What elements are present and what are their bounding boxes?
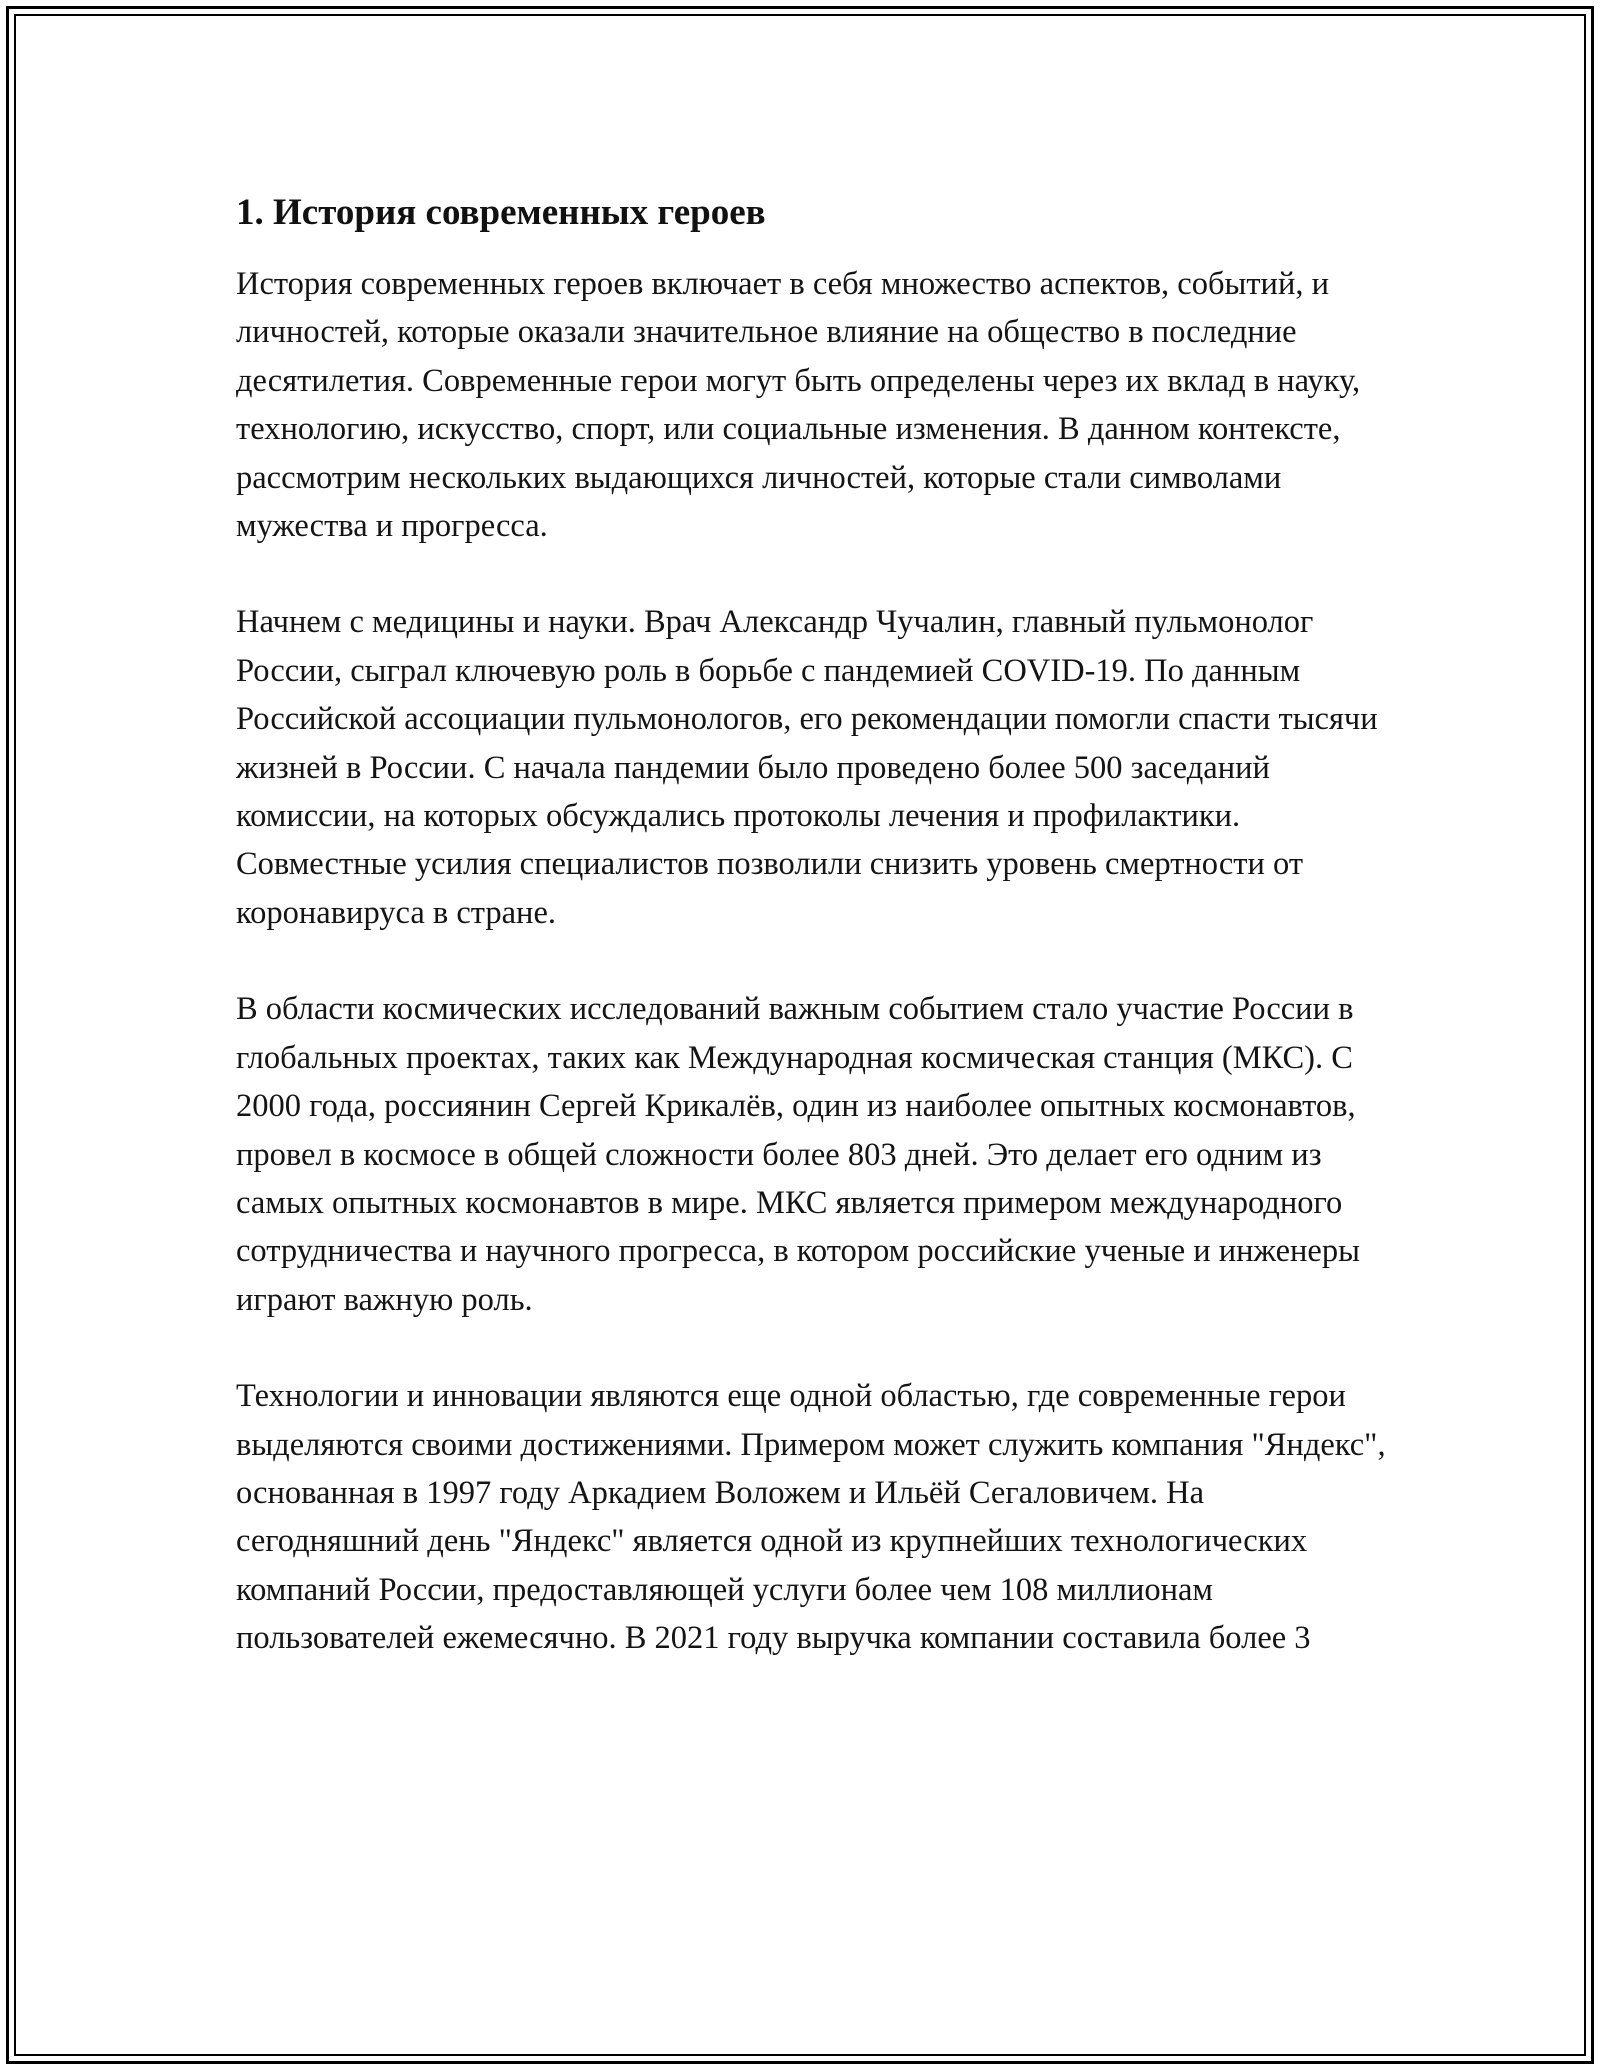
section-heading: 1. История современных героев [236,192,766,233]
document-body [236,188,1386,1711]
paragraph-medicine: Начнем с медицины и науки. Врач Александр Чучалин, главный пульмонолог России, сыграл ключевую роль в борьбе с пандемией COVID-19. По данным Российской ассоциации пульмонологов, его рекомендации помогли спасти тысячи жизней в России. С начала пандемии было проведено более 500 заседаний комиссии, на которых обсуждались протоколы лечения и профилактики. Совместные усилия специалистов позволили снизить уровень смертности от коронавируса в стране. [236,604,1378,931]
paragraph-technology: Технологии и инновации являются еще одной областью, где современные герои выделяются своими достижениями. Примером может служить компания "Яндекс", основанная в 1997 году Аркадием Воложем и Ильёй Сегаловичем. На сегодняшний день "Яндекс" является одной из крупнейших технологических компаний России, предоставляющей услуги более чем 108 миллионам пользователей ежемесячно. В 2021 году выручка компании составила более 3 [236,1378,1386,1657]
paragraph-space: В области космических исследований важным событием стало участие России в глобальных проектах, таких как Международная космическая станция (МКС). С 2000 года, россиянин Сергей Крикалёв, один из наиболее опытных космонавтов, провел в космосе в общей сложности более 803 дней. Это делает его одним из самых опытных космонавтов в мире. МКС является примером международного сотрудничества и научного прогресса, в котором российские ученые и инженеры играют важную роль. [236,991,1360,1318]
paragraph-intro: История современных героев включает в себя множество аспектов, событий, и личностей, которые оказали значительное влияние на общество в последние десятилетия. Современные герои могут быть определены через их вклад в науку, технологию, искусство, спорт, или социальные изменения. В данном контексте, рассмотрим нескольких выдающихся личностей, которые стали символами мужества и прогресса. [236,266,1361,545]
